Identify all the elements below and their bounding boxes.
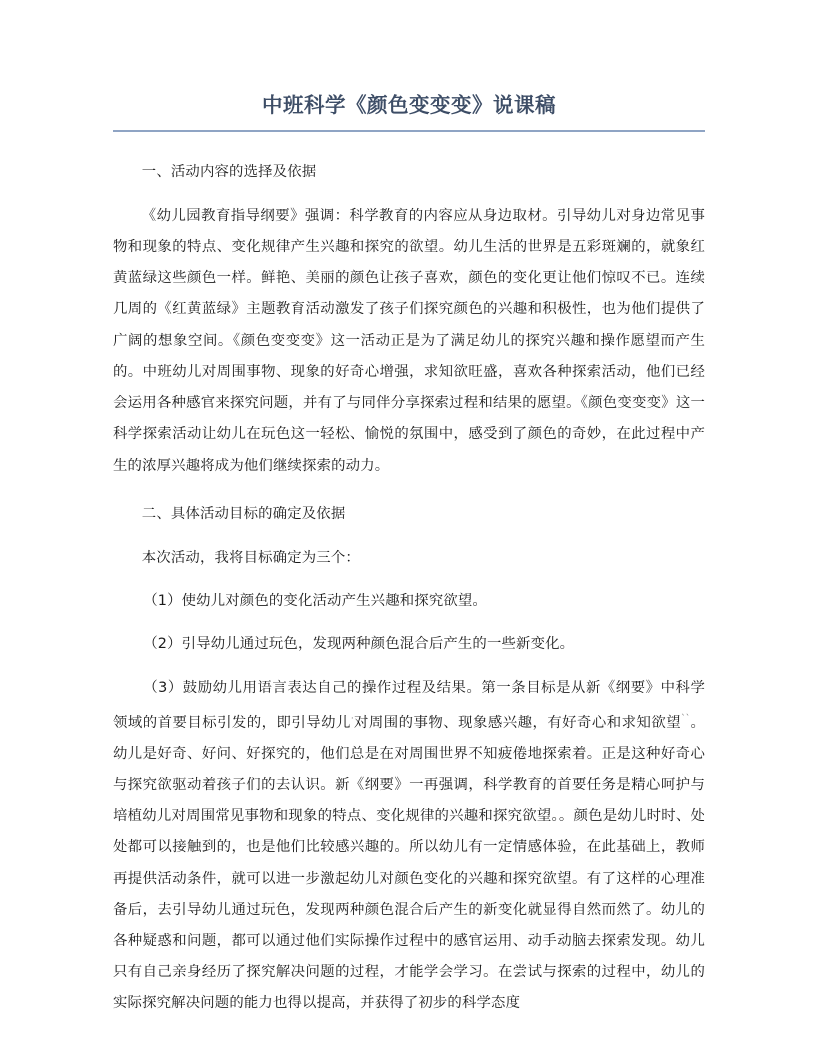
goal-3-rest: 。幼儿是好奇、好问、好探究的，他们总是在对周围世界不知疲倦地探索着。正是这种好奇心与探究欲驱动着孩子们的去认识。新《纲要》一再强调，科学教育的首要任务是精心呵护与培植幼儿对周围常见事物和现象的特点、变化规律的兴趣和探究欲望。。颜色是幼儿时时、处处都可以接触到的，也是他们比较感兴趣的。所以幼儿有一定情感体验，在此基础上，教师再提供活动条件，就可以进一步激起幼儿对颜色变化的兴趣和探究欲望。有了这样的心理准备后，去引导幼儿通过玩色，发现两种颜色混合后产生的新变化就显得自然而然了。幼儿的各种疑惑和问题，都可以通过他们实际操作过程中的感官运用、动手动脑去探索发现。幼儿只有自己亲身经历了探究解决问题的过程，才能学会学习。在尝试与探索的过程中，幼儿的实际探究解决问题的能力也得以提高，并获得了初步的科学态度	[113, 714, 705, 1012]
section-heading-2: 二、具体活动目标的确定及依据	[141, 505, 346, 522]
section-heading-1: 一、活动内容的选择及依据	[141, 163, 317, 180]
document-content	[113, 0, 705, 1020]
goal-3-quoted-aim: 对周围的事物、现象感兴趣，有好奇心和求知欲望	[353, 714, 682, 731]
title-divider	[113, 130, 705, 132]
goal-item-3	[113, 661, 705, 1020]
section-1-paragraph-1: 《幼儿园教育指导纲要》强调：科学教育的内容应从身边取材。引导幼儿对身边常见事物和现象的特点、变化规律产生兴趣和探究的欲望。幼儿生活的世界是五彩斑斓的，就象红黄蓝绿这些颜色一样。鲜艳、美丽的颜色让孩子喜欢，颜色的变化更让他们惊叹不已。连续几周的《红黄蓝绿》主题教育活动激发了孩子们探究颜色的兴趣和积极性，也为他们提供了广阔的想象空间。《颜色变变变》这一活动正是为了满足幼儿的探究兴趣和操作愿望而产生的。中班幼儿对周围事物、现象的好奇心增强，求知欲旺盛，喜欢各种探索活动，他们已经会运用各种感官来探究问题，并有了与同伴分享探索过程和结果的愿望。《颜色变变变》这一科学探索活动让幼儿在玩色这一轻松、愉悦的氛围中，感受到了颜色的奇妙，在此过程中产生的浓厚兴趣将成为他们继续探索的动力。	[113, 207, 705, 474]
scan-artifact-mark-2: ``	[681, 713, 691, 724]
goal-item-1: （1）使幼儿对颜色的变化活动产生兴趣和探究欲望。	[143, 593, 487, 610]
goal-3-lead: （3）鼓励幼儿用语言表达自己的操作过程及结果。第一条目标是从新《纲要》中科学领域的首要目标引发的，即引导幼儿	[113, 679, 705, 731]
page-title: 中班科学《颜色变变变》说课稿	[262, 93, 556, 117]
goal-item-2: （2）引导幼儿通过玩色，发现两种颜色混合后产生的一些新变化。	[143, 636, 575, 653]
section-2-intro: 本次活动，我将目标确定为三个：	[141, 549, 360, 566]
scan-artifact-mark-1: ·	[350, 713, 354, 724]
